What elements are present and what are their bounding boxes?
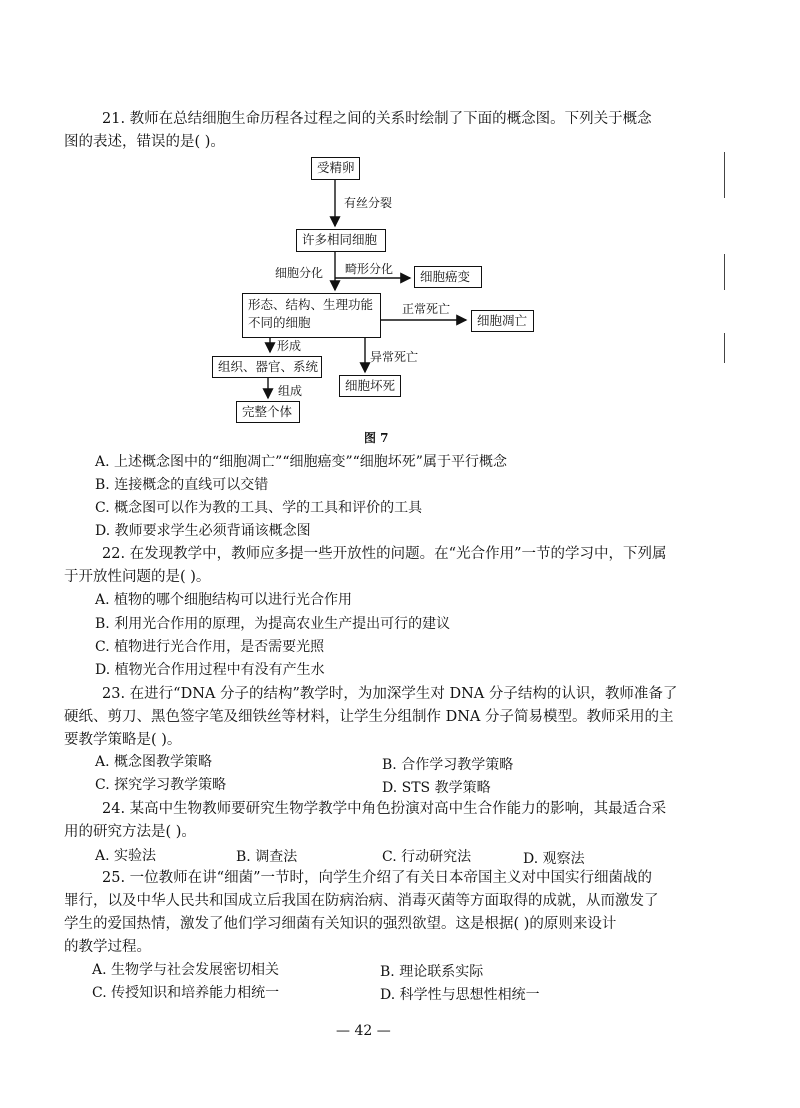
- scan-mark: [724, 254, 725, 290]
- q21-stem-line1: 21. 教师在总结细胞生命历程各过程之间的关系时绘制了下面的概念图。下列关于概念: [102, 111, 652, 127]
- scan-mark: [724, 152, 725, 198]
- edge-label-differentiation: 细胞分化: [275, 266, 324, 280]
- node-necrosis: 细胞坏死: [339, 375, 401, 397]
- q24-option-b: B. 调查法: [236, 849, 298, 865]
- q21-option-d: D. 教师要求学生必须背诵该概念图: [95, 523, 311, 539]
- q21-option-b: B. 连接概念的直线可以交错: [95, 477, 269, 493]
- q23-option-b: B. 合作学习教学策略: [382, 757, 514, 773]
- edge-label-compose: 组成: [278, 384, 303, 398]
- q23-stem-line1: 23. 在进行“DNA 分子的结构”教学时，为加深学生对 DNA 分子结构的认识，教师准备了: [102, 686, 678, 702]
- node-differentiated-cells-line1: 形态、结构、生理功能: [248, 297, 374, 312]
- figure-caption: 图 7: [364, 431, 389, 445]
- q21-stem-line2: 图的表述，错误的是( )。: [64, 134, 225, 150]
- q23-stem-line2: 硬纸、剪刀、黑色签字笔及细铁丝等材料，让学生分组制作 DNA 分子简易模型。教师采用的主: [64, 709, 674, 725]
- node-fertilized-egg: 受精卵: [311, 157, 360, 180]
- q25-stem-line3: 学生的爱国热情，激发了他们学习细菌有关知识的强烈欲望。这是根据( )的原则来设计: [64, 916, 617, 932]
- q22-option-d: D. 植物光合作用过程中有没有产生水: [95, 662, 325, 678]
- edge-label-abnormal-death: 异常死亡: [370, 350, 419, 364]
- q25-option-a: A. 生物学与社会发展密切相关: [92, 962, 280, 978]
- edge-label-form: 形成: [277, 339, 302, 353]
- q25-option-d: D. 科学性与思想性相统一: [380, 987, 540, 1003]
- node-differentiated-cells: [242, 293, 381, 338]
- edge-label-mitosis: 有丝分裂: [344, 196, 393, 210]
- edge-label-abnormal-diff: 畸形分化: [345, 262, 394, 276]
- q23-option-c: C. 探究学习教学策略: [95, 777, 227, 793]
- q25-stem-line4: 的教学过程。: [64, 939, 151, 955]
- page-number: — 42 —: [336, 1023, 391, 1039]
- q22-stem-line2: 于开放性问题的是( )。: [64, 569, 211, 585]
- q24-option-d: D. 观察法: [523, 851, 585, 867]
- q22-option-a: A. 植物的哪个细胞结构可以进行光合作用: [95, 592, 353, 608]
- q23-stem-line3: 要教学策略是( )。: [64, 732, 182, 748]
- node-differentiated-cells-line2: 不同的细胞: [248, 315, 311, 330]
- q24-option-c: C. 行动研究法: [382, 849, 472, 865]
- q23-option-d: D. STS 教学策略: [382, 780, 491, 796]
- q25-option-b: B. 理论联系实际: [380, 964, 484, 980]
- edge-label-normal-death: 正常死亡: [402, 302, 451, 316]
- q24-stem-line2: 用的研究方法是( )。: [64, 824, 196, 840]
- q21-option-c: C. 概念图可以作为教的工具、学的工具和评价的工具: [95, 500, 423, 516]
- q23-option-a: A. 概念图教学策略: [95, 754, 213, 770]
- q21-option-a: A. 上述概念图中的“细胞凋亡”“细胞癌变”“细胞坏死”属于平行概念: [95, 454, 507, 470]
- node-cancer: 细胞癌变: [414, 266, 482, 288]
- scan-mark: [724, 333, 725, 363]
- node-many-same-cells: 许多相同细胞: [296, 229, 386, 252]
- q24-stem-line1: 24. 某高中生物教师要研究生物学教学中角色扮演对高中生合作能力的影响，其最适合采: [102, 801, 667, 817]
- q25-stem-line1: 25. 一位教师在讲“细菌”一节时，向学生介绍了有关日本帝国主义对中国实行细菌战的: [102, 870, 652, 886]
- node-tissue-organ-system: 组织、器官、系统: [212, 356, 322, 378]
- q22-stem-line1: 22. 在发现教学中，教师应多提一些开放性的问题。在“光合作用”一节的学习中，下列属: [102, 546, 667, 562]
- node-apoptosis: 细胞凋亡: [471, 310, 534, 332]
- q25-option-c: C. 传授知识和培养能力相统一: [92, 985, 280, 1001]
- q24-option-a: A. 实验法: [95, 848, 157, 864]
- q25-stem-line2: 罪行，以及中华人民共和国成立后我国在防病治病、消毒灭菌等方面取得的成就，从而激发了: [64, 893, 659, 909]
- node-complete-individual: 完整个体: [236, 401, 300, 423]
- q22-option-b: B. 利用光合作用的原理，为提高农业生产提出可行的建议: [95, 616, 451, 632]
- q22-option-c: C. 植物进行光合作用，是否需要光照: [95, 639, 325, 655]
